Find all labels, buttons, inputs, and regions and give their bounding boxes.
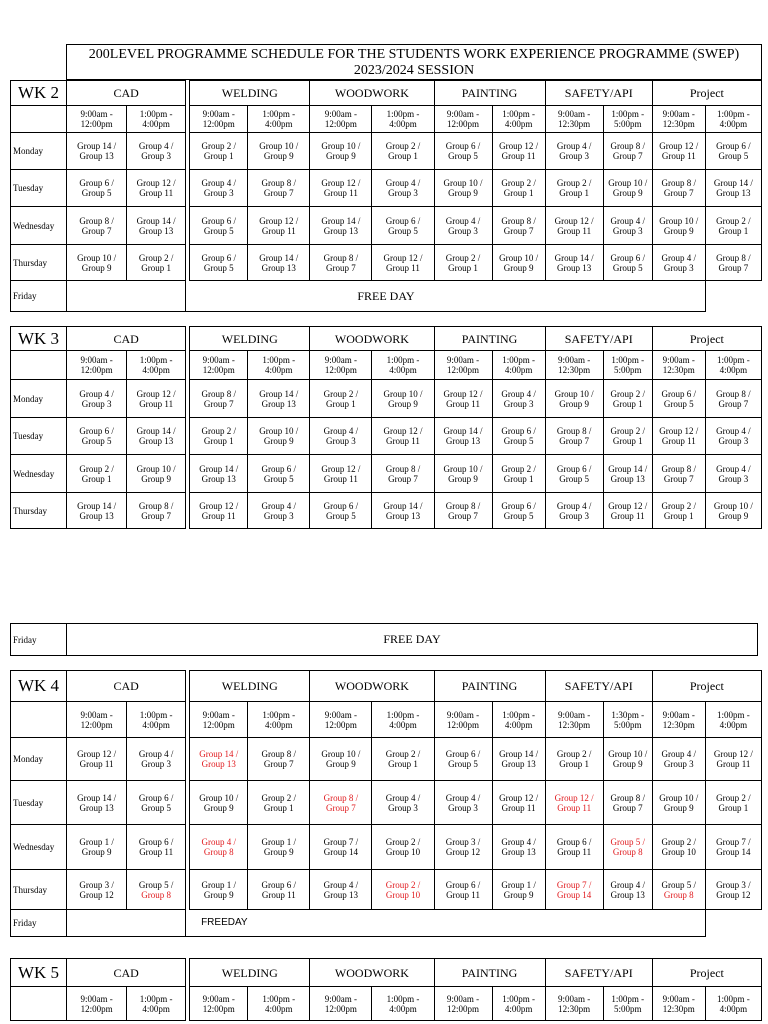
group-cell: Group 12 / Group 11 (127, 380, 186, 418)
group-cell: Group 6 / Group 5 (67, 170, 127, 207)
group-cell: Group 6 / Group 11 (434, 870, 492, 910)
group-cell: Group 10 / Group 9 (603, 738, 652, 781)
table-row (11, 781, 762, 825)
time-slot: 1:00pm - 4:00pm (127, 106, 186, 133)
group-cell: Group 6 / Group 11 (545, 825, 603, 870)
group-cell: Group 8 / Group 7 (248, 738, 310, 781)
group-cell: Group 2 / Group 1 (492, 455, 545, 493)
group-cell: Group 6 / Group 5 (434, 133, 492, 170)
group-cell: Group 10 / Group 9 (127, 455, 186, 493)
time-slot: 1:00pm - 4:00pm (705, 351, 761, 380)
time-slot: 1:00pm - 4:00pm (705, 987, 761, 1021)
subject-header: CAD (67, 671, 186, 702)
group-cell: Group 14 / Group 13 (190, 738, 248, 781)
group-cell: Group 2 / Group 10 (652, 825, 705, 870)
group-cell: Group 14 / Group 13 (67, 133, 127, 170)
group-cell: Group 10 / Group 9 (705, 493, 761, 529)
table-row (11, 170, 762, 207)
group-cell: Group 8 / Group 7 (545, 418, 603, 455)
group-cell: Group 4 / Group 3 (492, 380, 545, 418)
group-cell: Group 12 / Group 11 (652, 418, 705, 455)
time-slot: 9:00am - 12:00pm (190, 351, 248, 380)
group-cell: Group 10 / Group 9 (434, 170, 492, 207)
group-cell: Group 4 / Group 3 (545, 133, 603, 170)
group-cell: Group 6 / Group 11 (127, 825, 186, 870)
group-cell: Group 2 / Group 1 (190, 133, 248, 170)
time-slot: 1:00pm - 4:00pm (705, 702, 761, 738)
subject-header: WELDING (190, 327, 310, 351)
time-slot: 9:00am - 12:30pm (545, 106, 603, 133)
group-cell: Group 2 / Group 1 (603, 418, 652, 455)
group-cell: Group 4 / Group 3 (434, 207, 492, 245)
group-cell: Group 10 / Group 9 (372, 380, 434, 418)
subject-header: Project (652, 671, 761, 702)
group-cell: Group 14 / Group 13 (545, 245, 603, 281)
group-cell: Group 10 / Group 9 (310, 738, 372, 781)
group-cell: Group 12 / Group 11 (67, 738, 127, 781)
group-cell: Group 8 / Group 7 (248, 170, 310, 207)
subject-header: WOODWORK (310, 81, 434, 106)
group-cell: Group 1 / Group 9 (67, 825, 127, 870)
group-cell: Group 10 / Group 9 (545, 380, 603, 418)
group-cell: Group 6 / Group 5 (127, 781, 186, 825)
time-slot: 1:00pm - 4:00pm (492, 987, 545, 1021)
table-row (11, 455, 762, 493)
subject-header: SAFETY/API (545, 81, 652, 106)
group-cell: Group 7 / Group 14 (310, 825, 372, 870)
group-cell: Group 12 / Group 11 (492, 781, 545, 825)
day-label: Monday (11, 380, 67, 418)
table-row (11, 380, 762, 418)
subject-header: Project (652, 81, 761, 106)
subject-header: CAD (67, 81, 186, 106)
week2-table (10, 80, 762, 312)
group-cell: Group 7 / Group 14 (705, 825, 761, 870)
group-cell: Group 14 / Group 13 (67, 781, 127, 825)
group-cell: Group 2 / Group 1 (67, 455, 127, 493)
group-cell: Group 8 / Group 7 (705, 380, 761, 418)
group-cell: Group 8 / Group 7 (652, 170, 705, 207)
group-cell: Group 1 / Group 9 (492, 870, 545, 910)
group-cell: Group 8 / Group 7 (127, 493, 186, 529)
group-cell: Group 12 / Group 11 (545, 207, 603, 245)
group-cell: Group 2 / Group 1 (372, 133, 434, 170)
group-cell: Group 2 / Group 1 (705, 207, 761, 245)
time-slot: 9:00am - 12:30pm (545, 351, 603, 380)
group-cell: Group 6 / Group 5 (603, 245, 652, 281)
time-slot: 9:00am - 12:30pm (545, 987, 603, 1021)
day-label: Wednesday (11, 455, 67, 493)
group-cell: Group 10 / Group 9 (190, 781, 248, 825)
time-slot: 1:00pm - 5:00pm (603, 987, 652, 1021)
week-3-friday-row (10, 623, 758, 656)
group-cell: Group 1 / Group 9 (248, 825, 310, 870)
subject-header: Project (652, 959, 761, 987)
day-label: Tuesday (11, 781, 67, 825)
group-cell: Group 4 / Group 13 (603, 870, 652, 910)
group-cell: Group 12 / Group 11 (603, 493, 652, 529)
table-row (11, 738, 762, 781)
group-cell: Group 4 / Group 3 (372, 170, 434, 207)
day-label: Thursday (11, 245, 67, 281)
day-label: Monday (11, 133, 67, 170)
free-day-label: FREEDAY (67, 910, 706, 937)
week-label: WK 4 (11, 671, 67, 702)
group-cell: Group 4 / Group 3 (372, 781, 434, 825)
subject-header: WELDING (190, 671, 310, 702)
group-cell: Group 14 / Group 13 (492, 738, 545, 781)
group-cell: Group 2 / Group 1 (545, 170, 603, 207)
group-cell: Group 2 / Group 1 (248, 781, 310, 825)
time-slot: 9:00am - 12:00pm (434, 987, 492, 1021)
subject-header: PAINTING (434, 959, 545, 987)
group-cell: Group 5 / Group 8 (652, 870, 705, 910)
time-slot: 9:00am - 12:30pm (652, 987, 705, 1021)
group-cell: Group 10 / Group 9 (434, 455, 492, 493)
table-row (11, 133, 762, 170)
group-cell: Group 14 / Group 13 (127, 418, 186, 455)
time-slot: 9:00am - 12:30pm (545, 702, 603, 738)
time-slot: 1:00pm - 4:00pm (372, 987, 434, 1021)
group-cell: Group 6 / Group 5 (652, 380, 705, 418)
group-cell: Group 4 / Group 13 (492, 825, 545, 870)
document-title (66, 44, 762, 80)
time-slot: 9:00am - 12:00pm (190, 702, 248, 738)
title-line-1: 200LEVEL PROGRAMME SCHEDULE FOR THE STUDENTS WORK EXPERIENCE PROGRAMME (SWEP) (88, 47, 740, 62)
group-cell: Group 12 / Group 11 (127, 170, 186, 207)
time-slot: 1:00pm - 4:00pm (248, 351, 310, 380)
group-cell: Group 3 / Group 12 (67, 870, 127, 910)
group-cell: Group 12 / Group 11 (372, 245, 434, 281)
group-cell: Group 2 / Group 1 (603, 380, 652, 418)
group-cell: Group 6 / Group 11 (248, 870, 310, 910)
time-slot: 9:00am - 12:00pm (310, 351, 372, 380)
time-slot: 9:00am - 12:00pm (434, 351, 492, 380)
group-cell: Group 2 / Group 10 (372, 825, 434, 870)
table-row (11, 493, 762, 529)
group-cell: Group 12 / Group 11 (248, 207, 310, 245)
group-cell: Group 6 / Group 5 (545, 455, 603, 493)
group-cell: Group 8 / Group 7 (67, 207, 127, 245)
group-cell: Group 12 / Group 11 (310, 455, 372, 493)
time-slot: 9:00am - 12:00pm (434, 106, 492, 133)
group-cell: Group 12 / Group 11 (545, 781, 603, 825)
subject-header: WELDING (190, 959, 310, 987)
week5-table (10, 958, 762, 1021)
blank-cell (11, 106, 67, 133)
subject-header: SAFETY/API (545, 327, 652, 351)
time-slot: 1:00pm - 4:00pm (705, 106, 761, 133)
group-cell: Group 2 / Group 1 (434, 245, 492, 281)
title-line-2: 2023/2024 SESSION (353, 63, 475, 78)
group-cell: Group 10 / Group 9 (248, 418, 310, 455)
subject-header: WOODWORK (310, 327, 434, 351)
group-cell: Group 14 / Group 13 (705, 170, 761, 207)
time-slot: 9:00am - 12:00pm (310, 702, 372, 738)
table-row (11, 825, 762, 870)
subject-header: CAD (67, 959, 186, 987)
table-row (11, 245, 762, 281)
group-cell: Group 10 / Group 9 (67, 245, 127, 281)
group-cell: Group 14 / Group 13 (248, 245, 310, 281)
group-cell: Group 14 / Group 13 (603, 455, 652, 493)
week-label: WK 2 (11, 81, 67, 106)
group-cell: Group 2 / Group 1 (652, 493, 705, 529)
subject-header: WOODWORK (310, 959, 434, 987)
subject-header: Project (652, 327, 761, 351)
group-cell: Group 12 / Group 11 (705, 738, 761, 781)
group-cell: Group 8 / Group 7 (603, 781, 652, 825)
subject-header: SAFETY/API (545, 959, 652, 987)
time-slot: 9:00am - 12:30pm (652, 106, 705, 133)
group-cell: Group 10 / Group 9 (492, 245, 545, 281)
group-cell: Group 7 / Group 14 (545, 870, 603, 910)
day-label: Wednesday (11, 825, 67, 870)
group-cell: Group 6 / Group 5 (705, 133, 761, 170)
subject-header: PAINTING (434, 671, 545, 702)
group-cell: Group 4 / Group 3 (248, 493, 310, 529)
time-slot: 1:00pm - 4:00pm (127, 702, 186, 738)
group-cell: Group 6 / Group 5 (492, 418, 545, 455)
group-cell: Group 6 / Group 5 (492, 493, 545, 529)
group-cell: Group 12 / Group 11 (190, 493, 248, 529)
time-slot: 1:00pm - 4:00pm (248, 702, 310, 738)
time-slot: 1:00pm - 4:00pm (372, 702, 434, 738)
week-label: WK 3 (11, 327, 67, 351)
time-slot: 1:00pm - 4:00pm (372, 106, 434, 133)
group-cell: Group 12 / Group 11 (372, 418, 434, 455)
group-cell: Group 4 / Group 3 (652, 738, 705, 781)
group-cell: Group 8 / Group 7 (705, 245, 761, 281)
time-slot: 9:00am - 12:00pm (67, 351, 127, 380)
group-cell: Group 4 / Group 3 (190, 170, 248, 207)
time-slot: 9:00am - 12:00pm (67, 702, 127, 738)
time-slot: 1:00pm - 5:00pm (603, 106, 652, 133)
group-cell: Group 4 / Group 8 (190, 825, 248, 870)
time-slot: 9:00am - 12:30pm (652, 351, 705, 380)
group-cell: Group 4 / Group 3 (705, 455, 761, 493)
group-cell: Group 1 / Group 9 (190, 870, 248, 910)
day-label: Tuesday (11, 418, 67, 455)
time-slot: 1:00pm - 4:00pm (492, 106, 545, 133)
group-cell: Group 14 / Group 13 (248, 380, 310, 418)
group-cell: Group 2 / Group 1 (705, 781, 761, 825)
group-cell: Group 14 / Group 13 (372, 493, 434, 529)
group-cell: Group 8 / Group 7 (190, 380, 248, 418)
group-cell: Group 2 / Group 1 (372, 738, 434, 781)
subject-header: CAD (67, 327, 186, 351)
group-cell: Group 3 / Group 12 (434, 825, 492, 870)
friday-label: Friday (11, 910, 67, 937)
group-cell: Group 4 / Group 3 (67, 380, 127, 418)
blank-cell (11, 351, 67, 380)
group-cell: Group 4 / Group 3 (434, 781, 492, 825)
group-cell: Group 12 / Group 11 (492, 133, 545, 170)
time-slot: 1:00pm - 4:00pm (248, 106, 310, 133)
group-cell: Group 2 / Group 1 (310, 380, 372, 418)
time-slot: 9:00am - 12:00pm (434, 702, 492, 738)
group-cell: Group 12 / Group 11 (310, 170, 372, 207)
group-cell: Group 14 / Group 13 (67, 493, 127, 529)
group-cell: Group 8 / Group 7 (652, 455, 705, 493)
free-day-label: FREE DAY (67, 624, 758, 656)
group-cell: Group 2 / Group 10 (372, 870, 434, 910)
group-cell: Group 14 / Group 13 (127, 207, 186, 245)
time-slot: 1:30pm - 5:00pm (603, 702, 652, 738)
subject-header: PAINTING (434, 327, 545, 351)
week3-table (10, 326, 762, 529)
subject-header: WELDING (190, 81, 310, 106)
free-day-label: FREE DAY (67, 281, 706, 312)
time-slot: 1:00pm - 4:00pm (248, 987, 310, 1021)
blank-cell (11, 702, 67, 738)
group-cell: Group 4 / Group 3 (545, 493, 603, 529)
time-slot: 9:00am - 12:00pm (67, 987, 127, 1021)
group-cell: Group 6 / Group 5 (67, 418, 127, 455)
time-slot: 1:00pm - 4:00pm (127, 987, 186, 1021)
day-label: Thursday (11, 493, 67, 529)
group-cell: Group 12 / Group 11 (652, 133, 705, 170)
group-cell: Group 8 / Group 7 (492, 207, 545, 245)
group-cell: Group 4 / Group 3 (310, 418, 372, 455)
group-cell: Group 2 / Group 1 (127, 245, 186, 281)
subject-header: WOODWORK (310, 671, 434, 702)
group-cell: Group 14 / Group 13 (310, 207, 372, 245)
blank-cell (11, 987, 67, 1021)
group-cell: Group 4 / Group 3 (127, 738, 186, 781)
time-slot: 9:00am - 12:00pm (310, 106, 372, 133)
group-cell: Group 6 / Group 5 (372, 207, 434, 245)
group-cell: Group 4 / Group 3 (127, 133, 186, 170)
friday-label: Friday (11, 281, 67, 312)
friday-label: Friday (11, 624, 67, 656)
group-cell: Group 2 / Group 1 (492, 170, 545, 207)
group-cell: Group 5 / Group 8 (603, 825, 652, 870)
time-slot: 1:00pm - 4:00pm (492, 351, 545, 380)
day-label: Tuesday (11, 170, 67, 207)
table-row (11, 870, 762, 910)
group-cell: Group 10 / Group 9 (310, 133, 372, 170)
group-cell: Group 6 / Group 5 (434, 738, 492, 781)
subject-header: SAFETY/API (545, 671, 652, 702)
group-cell: Group 10 / Group 9 (652, 781, 705, 825)
group-cell: Group 14 / Group 13 (190, 455, 248, 493)
group-cell: Group 10 / Group 9 (248, 133, 310, 170)
time-slot: 9:00am - 12:30pm (652, 702, 705, 738)
day-label: Wednesday (11, 207, 67, 245)
group-cell: Group 4 / Group 3 (603, 207, 652, 245)
group-cell: Group 8 / Group 7 (603, 133, 652, 170)
group-cell: Group 10 / Group 9 (603, 170, 652, 207)
group-cell: Group 8 / Group 7 (310, 245, 372, 281)
group-cell: Group 6 / Group 5 (190, 207, 248, 245)
time-slot: 1:00pm - 5:00pm (603, 351, 652, 380)
group-cell: Group 6 / Group 5 (310, 493, 372, 529)
day-label: Thursday (11, 870, 67, 910)
group-cell: Group 2 / Group 1 (190, 418, 248, 455)
subject-header: PAINTING (434, 81, 545, 106)
table-row (11, 207, 762, 245)
group-cell: Group 4 / Group 3 (652, 245, 705, 281)
time-slot: 9:00am - 12:00pm (67, 106, 127, 133)
group-cell: Group 6 / Group 5 (190, 245, 248, 281)
group-cell: Group 8 / Group 7 (310, 781, 372, 825)
time-slot: 1:00pm - 4:00pm (372, 351, 434, 380)
day-label: Monday (11, 738, 67, 781)
group-cell: Group 8 / Group 7 (434, 493, 492, 529)
group-cell: Group 4 / Group 3 (705, 418, 761, 455)
time-slot: 9:00am - 12:00pm (190, 987, 248, 1021)
group-cell: Group 5 / Group 8 (127, 870, 186, 910)
group-cell: Group 8 / Group 7 (372, 455, 434, 493)
group-cell: Group 10 / Group 9 (652, 207, 705, 245)
group-cell: Group 6 / Group 5 (248, 455, 310, 493)
group-cell: Group 14 / Group 13 (434, 418, 492, 455)
time-slot: 9:00am - 12:00pm (310, 987, 372, 1021)
time-slot: 1:00pm - 4:00pm (127, 351, 186, 380)
time-slot: 9:00am - 12:00pm (190, 106, 248, 133)
time-slot: 1:00pm - 4:00pm (492, 702, 545, 738)
week4-table (10, 670, 762, 937)
group-cell: Group 2 / Group 1 (545, 738, 603, 781)
group-cell: Group 3 / Group 12 (705, 870, 761, 910)
week-label: WK 5 (11, 959, 67, 987)
group-cell: Group 4 / Group 13 (310, 870, 372, 910)
table-row (11, 418, 762, 455)
group-cell: Group 12 / Group 11 (434, 380, 492, 418)
